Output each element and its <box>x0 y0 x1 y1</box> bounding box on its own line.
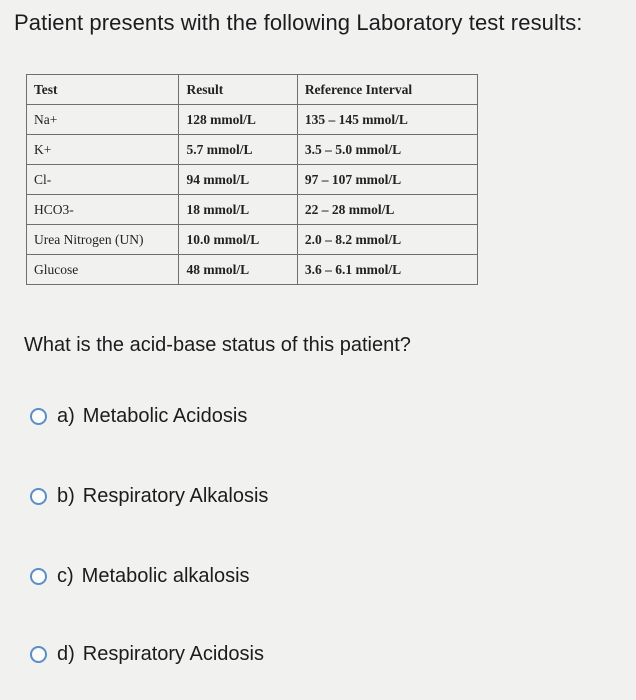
header-reference: Reference Interval <box>297 75 477 105</box>
option-label: Metabolic Acidosis <box>82 405 248 427</box>
reference-interval: 3.5 – 5.0 mmol/L <box>297 135 477 165</box>
test-result: 10.0 mmol/L <box>179 225 297 255</box>
lab-results-table <box>26 74 478 285</box>
table-row <box>27 165 478 195</box>
test-result: 5.7 mmol/L <box>179 135 297 165</box>
test-name: Na+ <box>27 105 179 135</box>
option-letter: d) <box>57 643 75 665</box>
option-label: Respiratory Acidosis <box>82 643 264 665</box>
radio-button-icon[interactable] <box>30 488 47 505</box>
radio-button-icon[interactable] <box>30 568 47 585</box>
table-row <box>27 105 478 135</box>
test-name: HCO3- <box>27 195 179 225</box>
option-c[interactable] <box>30 565 250 588</box>
option-label: Respiratory Alkalosis <box>82 485 269 507</box>
option-label: Metabolic alkalosis <box>81 565 250 587</box>
radio-button-icon[interactable] <box>30 646 47 663</box>
reference-interval: 135 – 145 mmol/L <box>297 105 477 135</box>
table-row <box>27 195 478 225</box>
table-row <box>27 225 478 255</box>
reference-interval: 22 – 28 mmol/L <box>297 195 477 225</box>
test-result: 94 mmol/L <box>179 165 297 195</box>
header-test: Test <box>27 75 179 105</box>
question-text: What is the acid-base status of this patient? <box>24 334 411 356</box>
option-letter: c) <box>57 565 74 587</box>
test-name: K+ <box>27 135 179 165</box>
radio-button-icon[interactable] <box>30 408 47 425</box>
table-row <box>27 135 478 165</box>
option-d[interactable] <box>30 643 264 666</box>
option-b[interactable] <box>30 485 268 508</box>
option-letter: a) <box>57 405 75 427</box>
reference-interval: 2.0 – 8.2 mmol/L <box>297 225 477 255</box>
reference-interval: 3.6 – 6.1 mmol/L <box>297 255 477 285</box>
test-result: 18 mmol/L <box>179 195 297 225</box>
table-header-row <box>27 75 478 105</box>
test-name: Urea Nitrogen (UN) <box>27 225 179 255</box>
test-result: 128 mmol/L <box>179 105 297 135</box>
test-result: 48 mmol/L <box>179 255 297 285</box>
test-name: Cl- <box>27 165 179 195</box>
option-a[interactable] <box>30 405 247 428</box>
header-result: Result <box>179 75 297 105</box>
question-intro: Patient presents with the following Laboratory test results: <box>14 10 583 35</box>
option-letter: b) <box>57 485 75 507</box>
table-row <box>27 255 478 285</box>
test-name: Glucose <box>27 255 179 285</box>
reference-interval: 97 – 107 mmol/L <box>297 165 477 195</box>
